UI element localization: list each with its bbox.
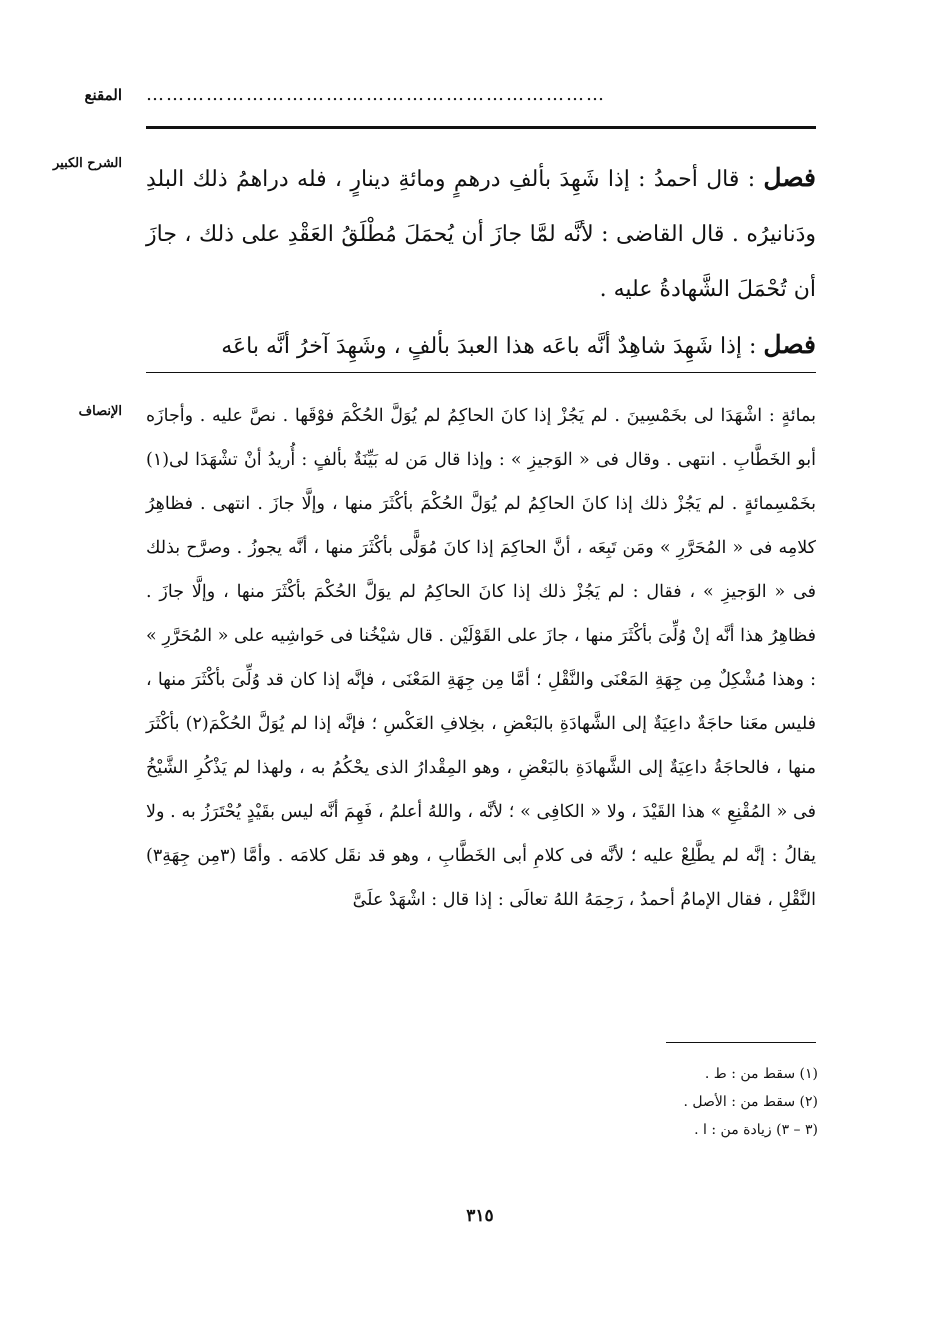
header-rule bbox=[146, 126, 816, 129]
section-heading: فصل bbox=[763, 163, 816, 192]
section-divider bbox=[146, 372, 816, 373]
running-header-title: المقنع bbox=[84, 86, 122, 104]
sharh-paragraph bbox=[146, 150, 816, 317]
paragraph-text: : إذا شَهِدَ شاهِدٌ أنَّه باعَه هذا العبدَ بألفٍ ، وشَهِدَ آخرُ أنَّه باعَه bbox=[221, 334, 757, 359]
footnote: (٣ – ٣) زيادة من : ا . bbox=[694, 1122, 818, 1138]
footnotes bbox=[418, 1060, 818, 1144]
page-number: ٣١٥ bbox=[466, 1206, 494, 1226]
insaf-paragraph: بمائةٍ : اشْهَدَا لى بخَمْسِينَ . لم يَجُزْ إذا كانَ الحاكِمُ لم يُوَلَّ الحُكْمَ فوْقَها . نصَّ عليه . وأجازَه أبو الخَطَّابِ . انتهى . وقال فى « الوَجيزِ » : وإذا قال مَن له بَيِّنَةٌ بألفٍ : أُريدُ أنْ تشْهَدَا لى(١) بخَمْسِمائةٍ . لم يَجُزْ ذلك إذا كانَ الحاكِمُ لم يُوَلَّ الحُكْمَ بأكْثَرَ منها ، وإلَّا جازَ . انتهى . فظاهِرُ كلامِه فى « المُحَرَّرِ » ومَن تَبِعَه ، أنَّ الحاكِمَ إذا كانَ مُوَلًّى بأكْثَرَ منها ، أنَّه يجوزُ . وصرَّح بذلك فى « الوَجيزِ » ، فقال : لم يَجُزْ ذلك إذا كانَ الحاكِمُ لم يوَلَّ الحُكْمَ بأكْثَرَ منها ، وإلَّا جازَ . فظاهِرُ هذا أنَّه إنْ وُلِّىَ بأكْثَرَ منها ، جازَ على القَوْلَيْن . قال شيْخُنا فى حَواشِيه على « المُحَرَّرِ » : وهذا مُشْكِلٌ مِن جِهَةِ المَعْنَى والنَّقْلِ ؛ أمَّا مِن جِهَةِ المَعْنَى ، فإنَّه إذا كان قد وُلِّىَ بأكْثَرَ منها ، فليس معَنا حاجَةٌ داعِيَةٌ إلى الشَّهادَةِ بالبَعْضِ ، بخِلافِ العَكْسِ ؛ فإنَّه إذا لم يُوَلَّ الحُكْمَ(٢) بأكْثَرَ منها ، فالحاجَةُ داعِيَةٌ إلى الشَّهادَةِ بالبَعْضِ ، وهو المِقْدارُ الذى يحْكُمُ به ، ولهذا لم يَذْكُرِ الشَّيْخُ فى « المُقْنِعِ » هذا القَيْدَ ، ولا « الكافِى » ؛ لأنَّه ، واللهُ أعلمُ ، فَهِمَ أنَّه ليس بقَيْدٍ يُحْتَرَزُ به . ولا يقالُ : إنَّه لم يطَّلِعْ عليه ؛ لأنَّه فى كلامِ أبى الخَطَّابِ ، وهو قد نقَل كلامَه . وأمَّا (٣مِن جِهَةِ٣) النَّقْلِ ، فقال الإمامُ أحمدُ ، رَحِمَهُ اللهُ تعالَى : إذا قال : اشْهَدْ علَىَّ bbox=[146, 406, 816, 910]
side-label-sharh: الشرح الكبير bbox=[52, 156, 122, 171]
paragraph-text: : قال أحمدُ : إذا شَهِدَ بألفِ درهمٍ ومائةِ دينارٍ ، فله دراهمُ ذلك البلدِ ودَنانيرُه . قال القاضى : لأنَّه لمَّا جازَ أن يُحمَلَ مُطْلَقُ العَقْدِ على ذلك ، جازَ أن تُحْمَلَ الشَّهادةُ عليه . bbox=[146, 167, 816, 302]
footnote: (١) سقط من : ط . bbox=[704, 1066, 818, 1082]
insaf-section bbox=[146, 394, 816, 922]
header-dotted-leader: …………………………………………………………… bbox=[146, 84, 606, 105]
section-heading: فصل bbox=[763, 330, 816, 359]
sharh-paragraph bbox=[146, 317, 816, 374]
side-label-insaf: الإنصاف bbox=[78, 404, 122, 419]
sharh-section bbox=[146, 150, 816, 374]
footnote: (٢) سقط من : الأصل . bbox=[683, 1094, 818, 1110]
footnote-rule bbox=[666, 1042, 816, 1043]
